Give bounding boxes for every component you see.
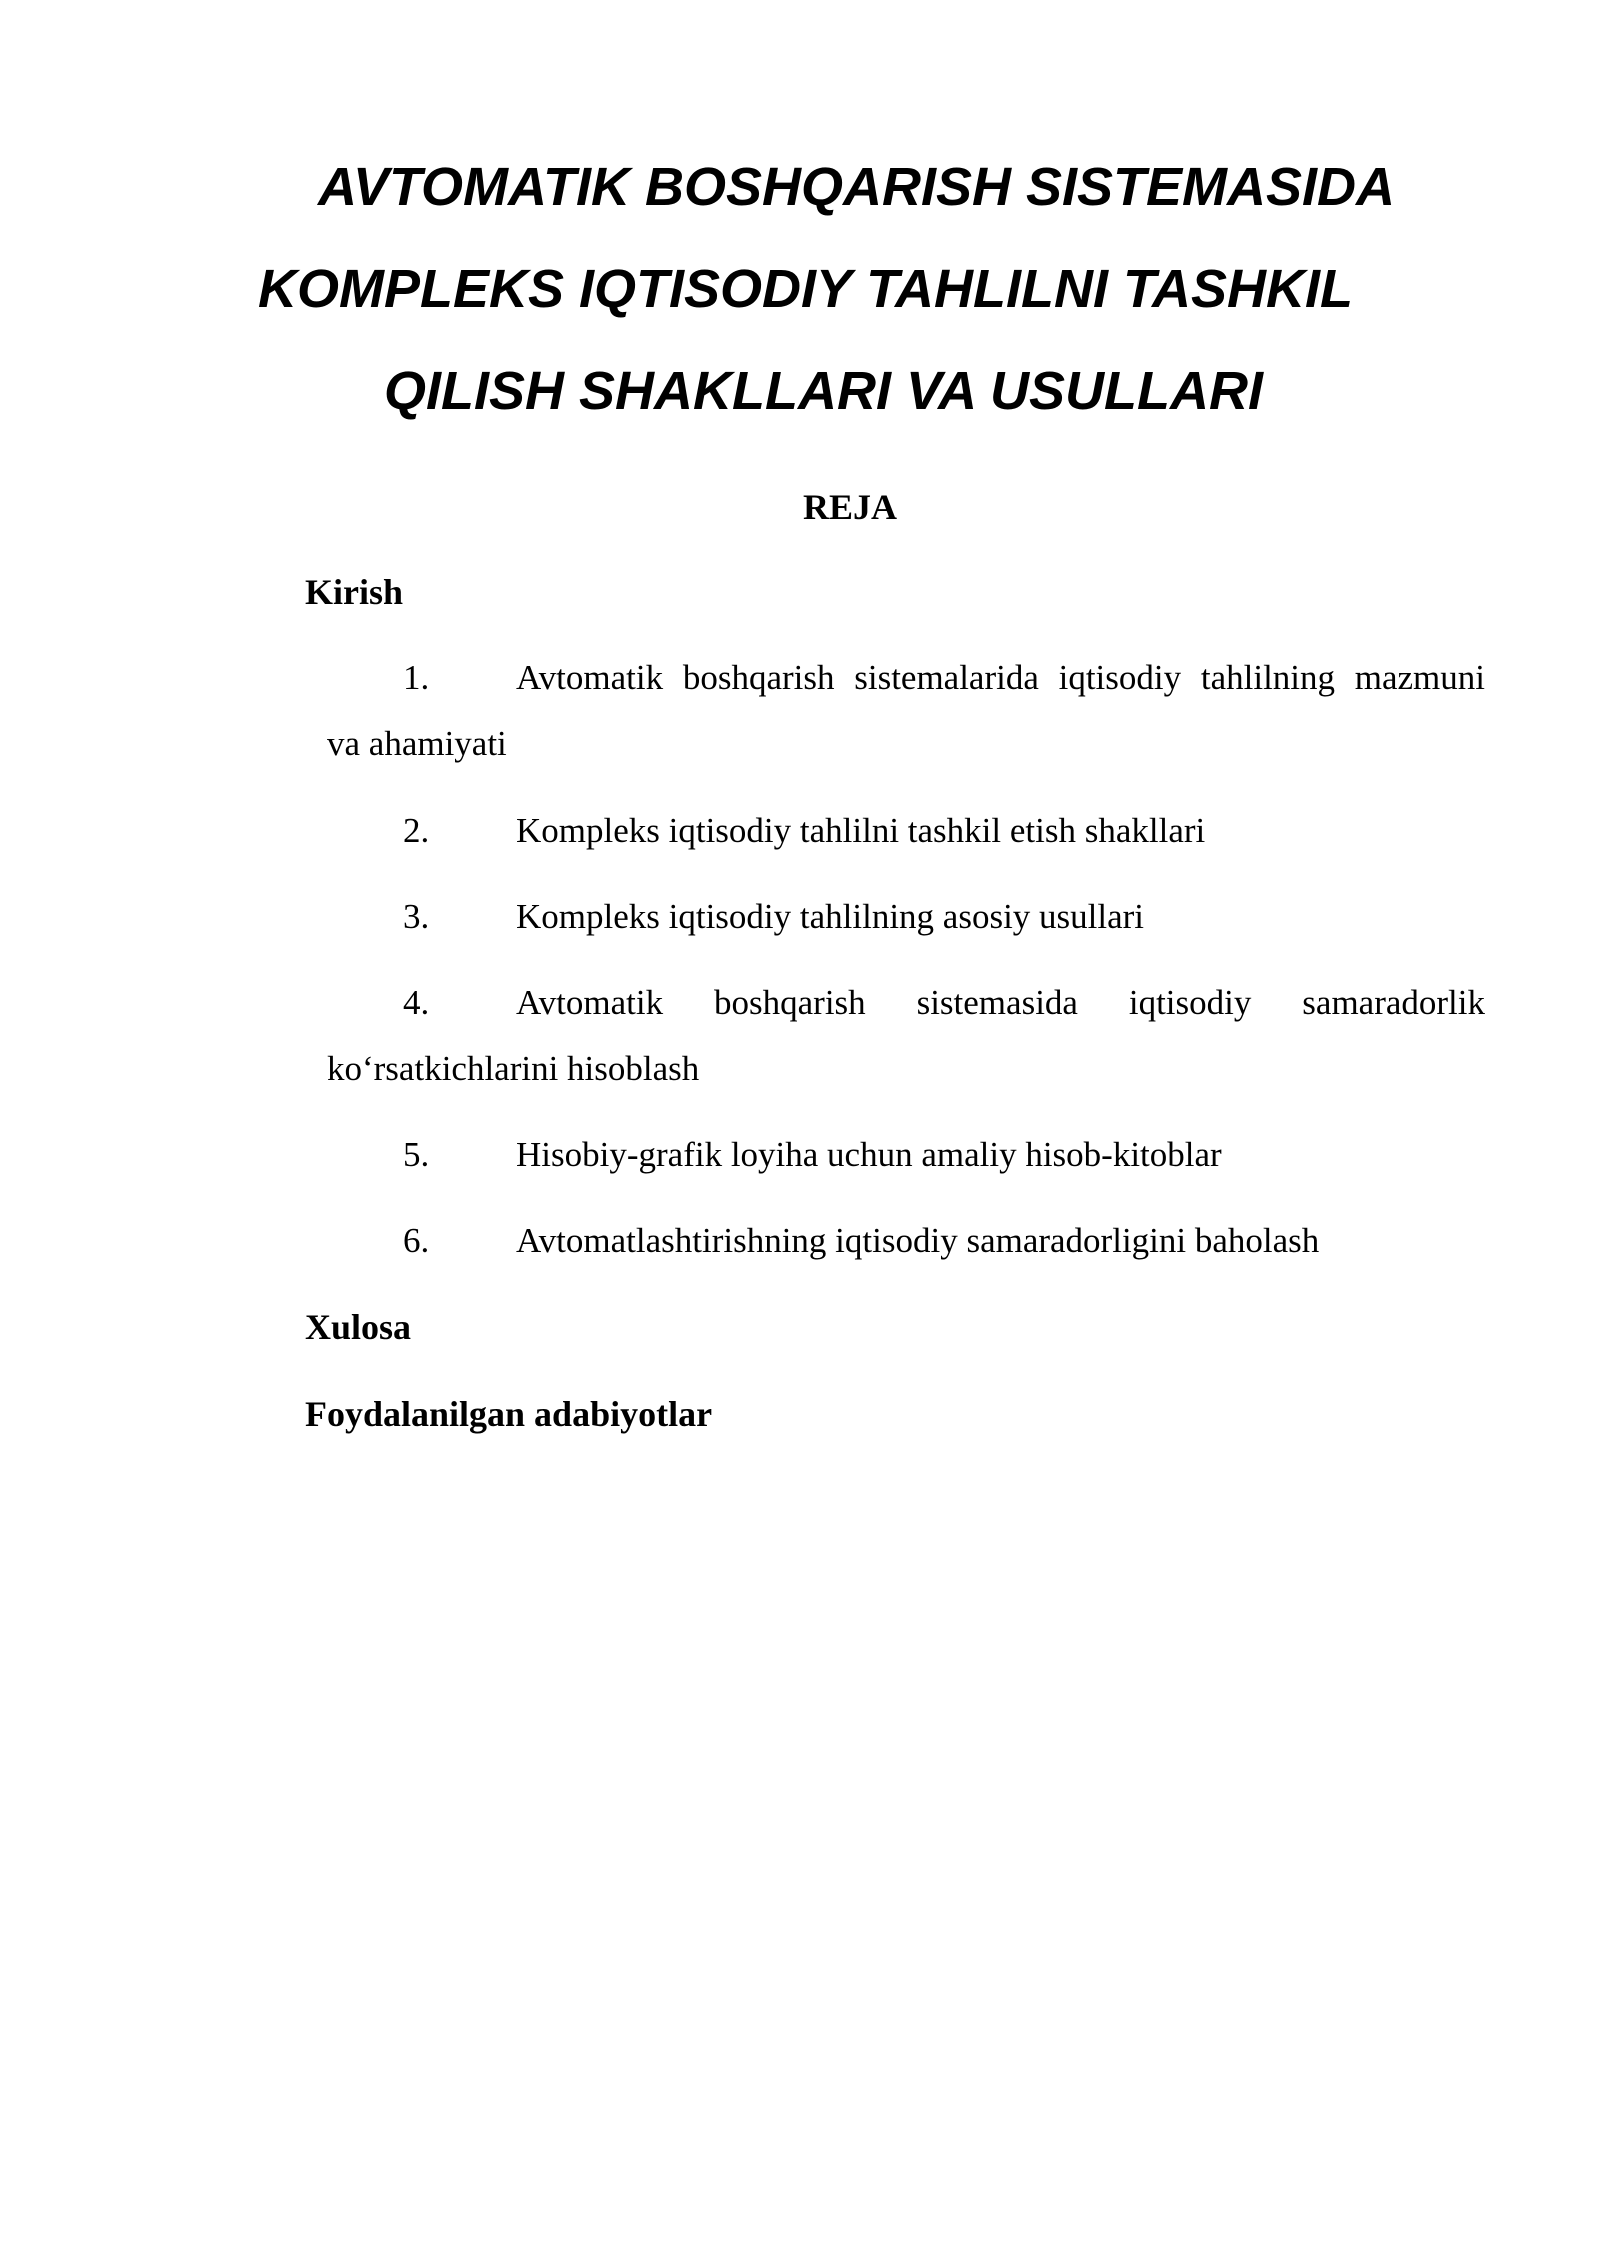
plan-item-6 xyxy=(327,1208,1495,1274)
plan-item-text-continued: va ahamiyati xyxy=(327,724,507,763)
plan-item-number: 2. xyxy=(403,811,430,850)
plan-item-text: Avtomatik boshqarish sistemalarida iqtisodiy tahlilning mazmuni xyxy=(516,658,1485,697)
plan-item-number: 4. xyxy=(403,983,430,1022)
plan-item-3 xyxy=(327,884,1495,950)
title-line-1: AVTOMATIK BOSHQARISH SISTEMASIDA xyxy=(318,157,1396,217)
plan-item-text: Kompleks iqtisodiy tahlilning asosiy usullari xyxy=(516,897,1145,936)
plan-item-text: Kompleks iqtisodiy tahlilni tashkil etish shakllari xyxy=(516,811,1206,850)
section-intro: Kirish xyxy=(305,572,404,612)
plan-item-number: 1. xyxy=(403,658,430,697)
plan-item-4 xyxy=(327,970,1495,1102)
plan-item-number: 5. xyxy=(403,1135,430,1174)
plan-item-text: Hisobiy-grafik loyiha uchun amaliy hisob-kitoblar xyxy=(516,1135,1222,1174)
section-references: Foydalanilgan adabiyotlar xyxy=(305,1394,713,1434)
plan-item-text: Avtomatlashtirishning iqtisodiy samaradorligini baholash xyxy=(516,1221,1320,1260)
plan-item-2 xyxy=(327,798,1495,864)
plan-item-text: Avtomatik boshqarish sistemasida iqtisodiy samaradorlik xyxy=(516,983,1485,1022)
plan-item-number: 3. xyxy=(403,897,430,936)
plan-item-text-continued: ko‘rsatkichlarini hisoblash xyxy=(327,1049,700,1088)
plan-item-number: 6. xyxy=(403,1221,430,1260)
plan-item-1 xyxy=(327,645,1495,777)
title-line-3: QILISH SHAKLLARI VA USULLARI xyxy=(384,361,1263,421)
section-conclusion: Xulosa xyxy=(305,1307,412,1347)
title-line-2: KOMPLEKS IQTISODIY TAHLILNI TASHKIL xyxy=(258,259,1354,319)
plan-item-5 xyxy=(327,1122,1495,1188)
plan-heading: REJA xyxy=(802,487,897,527)
